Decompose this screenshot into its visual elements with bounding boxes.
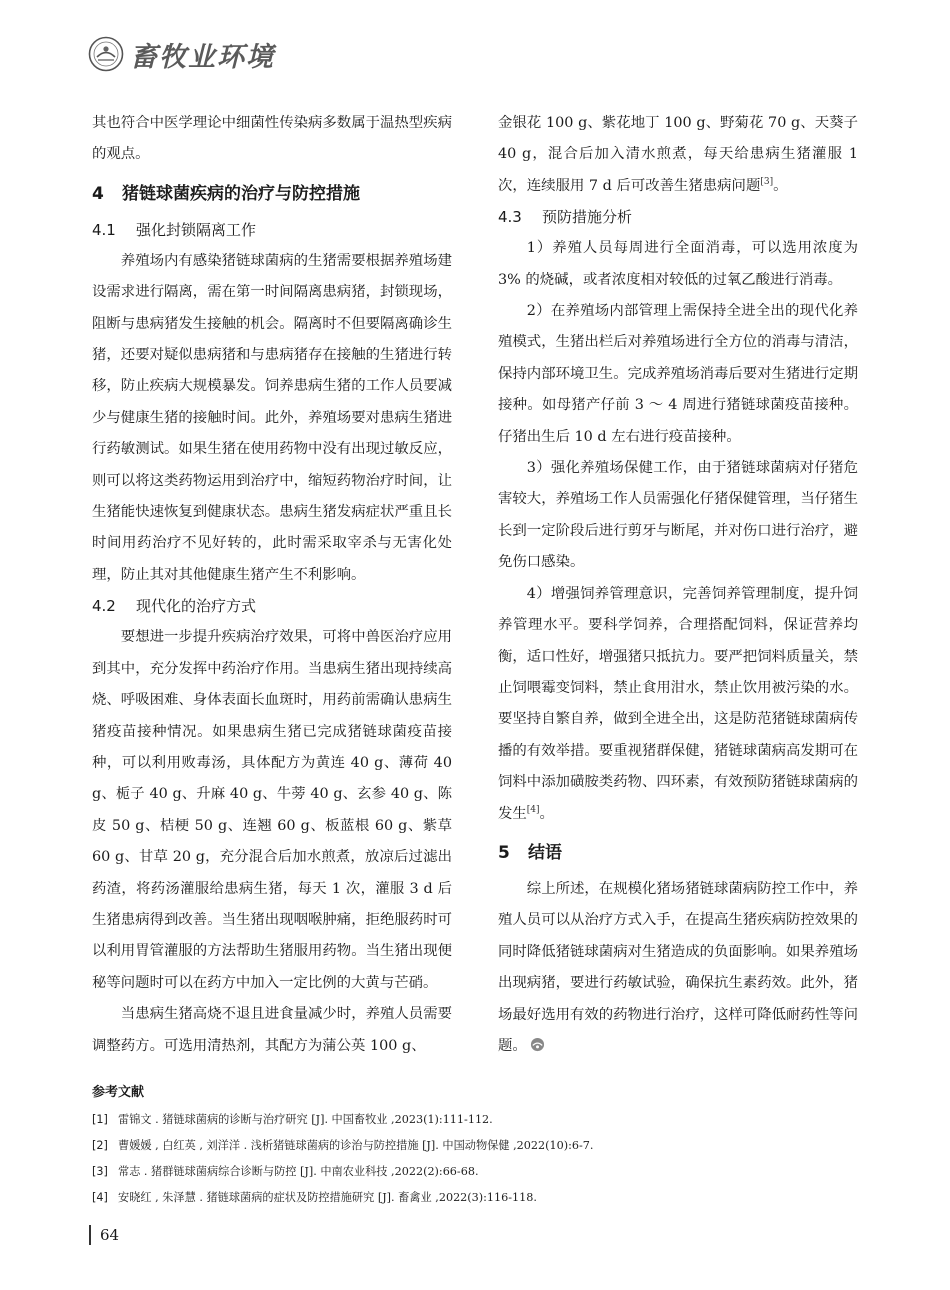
references-title: 参考文献 <box>92 1085 145 1100</box>
page-footer <box>89 1225 119 1245</box>
references-section <box>92 1083 872 1211</box>
journal-logo-icon <box>88 36 124 72</box>
section-title: 猪链球菌疾病的治疗与防控措施 <box>122 183 360 204</box>
subsection-number: 4.2 <box>92 597 116 616</box>
reference-number: [3] <box>92 1165 108 1178</box>
conclusion-text: 综上所述，在规模化猪场猪链球菌病防控工作中，养殖人员可以从治疗方式入手，在提高生猪疾病防控效果的同时降低猪链球菌病对生猪造成的负面影响。如果养殖场出现病猪，要进行药敏试验，确保抗生素药效。此外，猪场最好选用有效的药物进行治疗，这样可降低耐药性等问题。 <box>498 880 858 1054</box>
section-title: 结语 <box>528 842 562 863</box>
sentence-end: 。 <box>773 177 788 194</box>
item-4-text: 4）增强饲养管理意识，完善饲养管理制度，提升饲养管理水平。要科学饲养，合理搭配饲料，保证营养均衡，适口性好，增强猪只抵抗力。要严把饲料质量关，禁止饲喂霉变饲料，禁止食用泔水，禁止饮用被污染的水。要坚持自繁自养，做到全进全出，这是防范猪链球菌病传播的有效举措。要重视猪群保健，猪链球菌病高发期可在饲料中添加磺胺类药物、四环素，有效预防猪链球菌病的发生 <box>498 585 858 822</box>
article-end-icon <box>530 1037 545 1052</box>
reference-text: 安晓红 , 朱泽慧 . 猪链球菌病的症状及防控措施研究 [J]. 畜禽业 ,2022(3):116-118. <box>118 1191 537 1204</box>
continuation-paragraph <box>498 108 858 202</box>
footer-bar <box>89 1225 91 1245</box>
journal-header <box>88 34 275 74</box>
reference-text: 曹媛媛 , 白红英 , 刘洋洋 . 浅析猪链球菌病的诊治与防控措施 [J]. 中国动物保健 ,2022(10):6-7. <box>118 1139 594 1152</box>
reference-text: 常志 . 猪群链球菌病综合诊断与防控 [J]. 中南农业科技 ,2022(2):66-68. <box>118 1165 479 1178</box>
reference-number: [1] <box>92 1113 108 1126</box>
reference-number: [4] <box>92 1191 108 1204</box>
prevention-item-4 <box>498 579 858 830</box>
subsection-4-1-heading <box>92 215 452 246</box>
treatment-paragraph-1: 要想进一步提升疾病治疗效果，可将中兽医治疗应用到其中，充分发挥中药治疗作用。当患病生猪出现持续高烧、呼吸困难、身体表面长血斑时，用药前需确认患病生猪疫苗接种情况。如果患病生猪已完成猪链球菌疫苗接种，可以利用败毒汤，具体配方为黄连 40 g、薄荷 40 g、栀子 40 g、升麻 40 g、牛蒡 40 g、玄参 40 g、陈皮 50 g、桔梗 50 g、连翘 60 g、板蓝根 60 g、紫草 60 g、甘草 20 g，充分混合后加水煎煮，放凉后过滤出药渣，将药汤灌服给患病生猪，每天 1 次，灌服 3 d 后生猪患病得到改善。当生猪出现咽喉肿痛，拒绝服药时可以利用胃管灌服的方法帮助生猪服用药物。当生猪出现便秘等问题时可以在药方中加入一定比例的大黄与芒硝。 <box>92 629 452 991</box>
reference-item <box>92 1107 872 1133</box>
conclusion-paragraph <box>498 874 858 1062</box>
page-number: 64 <box>100 1226 120 1244</box>
citation-3: [3] <box>760 176 774 187</box>
subsection-number: 4.1 <box>92 220 116 239</box>
subsection-4-3-heading <box>498 202 858 233</box>
prevention-item-2: 2）在养殖场内部管理上需保持全进全出的现代化养殖模式，生猪出栏后对养殖场进行全方位的消毒与清洁，保持内部环境卫生。完成养殖场消毒后要对生猪进行定期接种。如母猪产仔前 3 ～ 4 周进行猪链球菌疫苗接种。仔猪出生后 10 d 左右进行疫苗接种。 <box>498 303 858 445</box>
citation-4: [4] <box>526 804 540 815</box>
section-5-heading <box>498 836 858 870</box>
continuation-text: 金银花 100 g、紫花地丁 100 g、野菊花 70 g、天葵子 40 g，混合后加入清水煎煮，每天给患病生猪灌服 1 次，连续服用 7 d 后可改善生猪患病问题 <box>498 115 858 194</box>
sentence-end: 。 <box>539 805 554 822</box>
reference-item <box>92 1185 872 1211</box>
prevention-item-1: 1）养殖人员每周进行全面消毒，可以选用浓度为 3% 的烧碱，或者浓度相对较低的过氧乙酸进行消毒。 <box>498 240 858 288</box>
journal-title: 畜牧业环境 <box>130 41 275 73</box>
section-4-heading <box>92 177 452 211</box>
prevention-item-3: 3）强化养殖场保健工作，由于猪链球菌病对仔猪危害较大，养殖场工作人员需强化仔猪保健管理，当仔猪生长到一定阶段后进行剪牙与断尾，并对伤口进行治疗，避免伤口感染。 <box>498 460 858 571</box>
intro-paragraph: 其也符合中医学理论中细菌性传染病多数属于温热型疾病的观点。 <box>92 115 452 163</box>
reference-item <box>92 1159 872 1185</box>
left-column <box>92 108 452 1062</box>
subsection-4-2-heading <box>92 591 452 622</box>
subsection-title: 预防措施分析 <box>542 208 633 227</box>
section-number: 4 <box>92 183 104 204</box>
reference-number: [2] <box>92 1139 108 1152</box>
right-column <box>498 108 858 1062</box>
subsection-number: 4.3 <box>498 208 522 227</box>
subsection-title: 强化封锁隔离工作 <box>136 220 257 239</box>
reference-text: 雷锦文 . 猪链球菌病的诊断与治疗研究 [J]. 中国畜牧业 ,2023(1):111-112. <box>118 1113 493 1126</box>
reference-item <box>92 1133 872 1159</box>
isolation-paragraph: 养殖场内有感染猪链球菌病的生猪需要根据养殖场建设需求进行隔离，需在第一时间隔离患病猪，封锁现场，阻断与患病猪发生接触的机会。隔离时不但要隔离确诊生猪，还要对疑似患病猪和与患病猪存在接触的生猪进行转移，防止疾病大规模暴发。饲养患病生猪的工作人员要减少与健康生猪的接触时间。此外，养殖场要对患病生猪进行药敏测试。如果生猪在使用药物中没有出现过敏反应，则可以将这类药物运用到治疗中，缩短药物治疗时间，让生猪能快速恢复到健康状态。患病生猪发病症状严重且长时间用药治疗不见好转的，此时需采取宰杀与无害化处理，防止其对其他健康生猪产生不利影响。 <box>92 252 452 583</box>
section-number: 5 <box>498 842 510 863</box>
subsection-title: 现代化的治疗方式 <box>136 597 257 616</box>
treatment-paragraph-2: 当患病生猪高烧不退且进食量减少时，养殖人员需要调整药方。可选用清热剂，其配方为蒲公英 100 g、 <box>92 1006 452 1054</box>
